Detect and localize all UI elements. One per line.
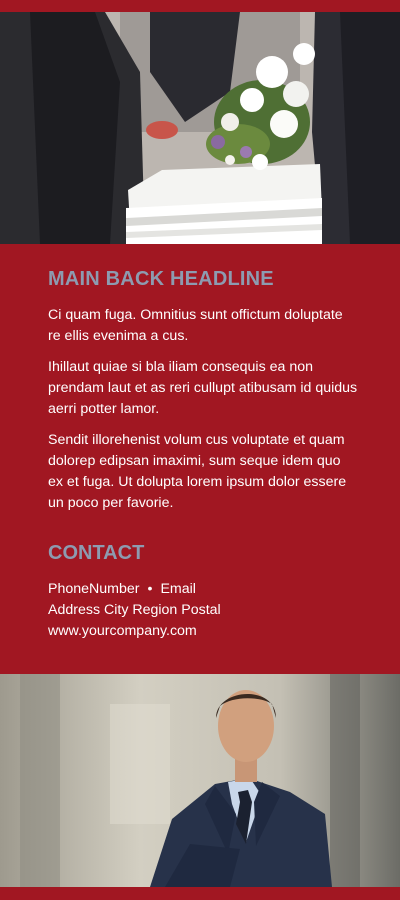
contact-headline: CONTACT [48,542,145,564]
contact-website: www.yourcompany.com [48,623,197,639]
funeral-casket-illustration [0,12,400,244]
body-paragraph-3: Sendit illorehenist volum cus voluptate et quam dolorep edipsan imaximi, sum seque idem quo ex et fuga. Ut dolupta lorem ipsum dolor essere un poco per favorie. [48,432,347,511]
contact-details [48,579,358,642]
contact-phone: PhoneNumber [48,581,140,597]
body-paragraph-1: Ci quam fuga. Omnitius sunt offictum doluptate re ellis evenima a cus. [48,307,343,344]
contact-address: Address City Region Postal [48,602,221,618]
funeral-casket-photo [0,12,400,244]
bottom-color-bar [0,887,400,900]
body-paragraph-2: Ihillaut quiae si bla iliam consequis ea non prendam laut et as reri cullupt atibusam id quidus aerri potter lamor. [48,359,358,417]
businessman-illustration [0,674,400,887]
top-color-bar [0,0,400,12]
contact-email: Email [160,581,196,597]
businessman-portrait-photo [0,674,400,887]
contact-phone-email-line [48,579,358,600]
back-content [48,268,358,642]
contact-separator: • [147,581,153,597]
main-back-headline: MAIN BACK HEADLINE [48,268,274,290]
